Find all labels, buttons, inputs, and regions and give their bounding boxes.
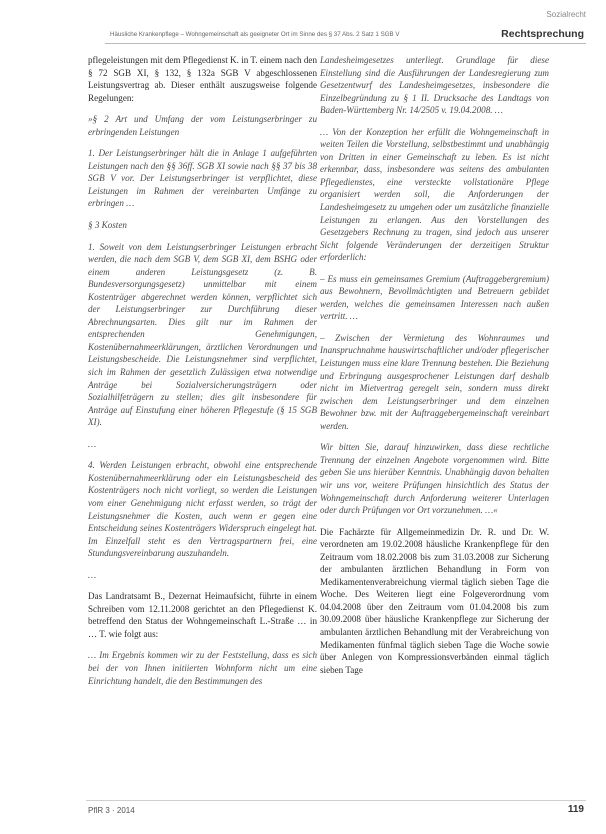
paragraph: Das Landratsamt B., Dezernat Heimaufsicht, führte in einem Schreiben vom 12.11.2008 gerichtet an den Pflegedienst K. betreffend den Status der Wohngemeinschaft L.-Straße … in … T. wie folgt aus: xyxy=(88,591,317,639)
header-divider xyxy=(105,43,586,44)
paragraph: Landesheimgesetzes unterliegt. Grundlage für diese Einstellung sind die Ausführungen der Landesregierung zum Gesetzentwurf des Landesheimgesetzes, insbesondere die Einzelbegründung zu § 1 II. Drucksache des Landtags von Baden-Württemberg Nr. 14/2505 v. 19.04.2008. … xyxy=(320,55,549,116)
paragraph: … Von der Konzeption her erfüllt die Wohngemeinschaft in weiten Teilen die Vorstellung, selbstbestimmt und unabhängig von Dritten in einer Gemeinschaft zu leben. Es ist nicht erkennbar, dass, insbesondere was seitens des ambulanten Pflegedienstes, eine versteckte vollstationäre Pflege organisiert werden soll, die Anforderungen der Landesheimgesetz zu umgehen oder um zusätzliche finanzielle Leistungen zu erlangen. Aus den Vorstellungen des Gesetzgebers Rechnung zu tragen, sind jedoch aus unserer Sicht folgende Veränderungen der derzeitigen Struktur erforderlich: xyxy=(320,126,549,263)
page-number: 119 xyxy=(567,804,584,815)
paragraph: – Es muss ein gemeinsames Gremium (Auftraggebergremium) aus Bewohnern, Bevollmächtigten und Betreuern gebildet werden, welches die gemeinsamen Interessen nach außen vertritt. … xyxy=(320,273,549,322)
paragraph: »§ 2 Art und Umfang der vom Leistungserbringer zu erbringenden Leistungen xyxy=(88,114,317,137)
journal-issue: PflR 3 · 2014 xyxy=(88,806,135,815)
left-column xyxy=(88,54,317,696)
right-column xyxy=(320,54,549,685)
footer-divider xyxy=(86,800,586,801)
paragraph: § 3 Kosten xyxy=(88,220,127,231)
paragraph: – Zwischen der Vermietung des Wohnraumes und Inanspruchnahme hauswirtschaftlicher und/oder pflegerischer Leistungen muss eine klare Trennung bestehen. Die Beziehung und Erbringung ausgesprochener Leistungen darf deshalb nicht im Mietvertrag geregelt sein, sondern muss direkt zwischen dem Leistungserbringer und dem einzelnen Bewohner bzw. mit der Auftraggebergemeinschaft vereinbart werden. xyxy=(320,332,549,431)
running-title: Häusliche Krankenpflege – Wohngemeinschaft als geeigneter Ort im Sinne des § 37 Abs. 2 Satz 1 SGB V xyxy=(110,31,400,38)
paragraph: 1. Soweit von dem Leistungserbringer Leistungen erbracht werden, die nach dem SGB V, dem SGB XI, dem BSHG oder einem anderen Leistungsgesetz (z. B. Bundesversorgungsgesetz) unmittelbar mit einem Kostenträger abgerechnet werden können, verpflichtet sich der Leistungserbringer zur Durchführung dieser Abrechnungsarten. Dies gilt nur im Rahmen der entsprechenden Genehmigungen, Kostenübernahmeerklärungen, ärztlichen Verordnungen und Leistungsbescheide. Die Leistungsnehmer sind verpflichtet, sich im Rahmen der gesetzlich Zulässigen etwa notwendige Anträge bei Sozialversicherungsträgern oder Sozialhilfeträgern zu stellen; dies gilt insbesondere für Anträge auf Einstufung einer höheren Pflegestufe (§ 15 SGB XI). xyxy=(88,241,317,428)
paragraph: pflegeleistungen mit dem Pflegedienst K. in T. einem nach den § 72 SGB XI, § 132, § 132a SGB V abgeschlossenen Leistungsvertrag ab. Dieser enthält auszugsweise folgende Regelungen: xyxy=(88,55,317,103)
section-label: Sozialrecht xyxy=(546,10,586,19)
paragraph: … Im Ergebnis kommen wir zu der Feststellung, dass es sich bei der von Ihnen initiierten Wohnform nicht um eine Einrichtung handelt, die den Bestimmungen des xyxy=(88,650,317,686)
paragraph: … xyxy=(88,438,97,449)
paragraph: 4. Werden Leistungen erbracht, obwohl eine entsprechende Kostenübernahmeerklärung oder ein Leistungsbescheid des Kostenträgers noch nicht vorliegt, so werden die Leistungen vom einer Genehmigung nicht erfasst werden, so trägt der Leistungsnehmer die Kosten, auch wenn er gegen eine Entscheidung seines Kostenträgers Widerspruch eingelegt hat. Im Einzelfall steht es den Vertragspartnern frei, eine Stundungsvereinbarung auszuhandeln. xyxy=(88,460,317,559)
paragraph: 1. Der Leistungserbringer hält die in Anlage 1 aufgeführten Leistungen nach den §§ 36ff. SGB XI sowie nach §§ 37 bis 38 SGB V vor. Der Leistungserbringer ist verpflichtet, diese Leistungen im Rahmen der vereinbarten Umfänge zu erbringen … xyxy=(88,148,317,209)
section-brand: Rechtsprechung xyxy=(501,28,584,40)
paragraph: Wir bitten Sie, darauf hinzuwirken, dass diese rechtliche Trennung der einzelnen Angebote vorgenommen wird. Bitte geben Sie uns hierüber Kenntnis. Unabhängig davon behalten wir uns vor, weitere Prüfungen hinsichtlich des Status der Wohngemeinschaft durch Anforderung weiterer Unterlagen oder durch Prüfungen vor Ort vorzunehmen. …« xyxy=(320,442,549,516)
paragraph: Die Fachärzte für Allgemeinmedizin Dr. R. und Dr. W. verordneten am 19.02.2008 häusliche Krankenpflege für den Zeitraum vom 18.02.2008 bis zum 31.03.2008 zur Sicherung der ambulanten ärztlichen Behandlung in Form von Medikamentenverabreichung viermal täglich sieben Tage die Woche. Des Weiteren liegt eine Folgeverordnung vom 04.04.2008 über den Zeitraum vom 01.04.2008 bis zum 30.09.2008 über häusliche Krankenpflege zur Sicherung der ambulanten ärztlichen Behandlung mit der Verabreichung von Medikamenten fünfmal täglich sieben Tage die Woche sowie über Anlegen von Kompressionsverbänden einmal täglich sieben Tage xyxy=(320,526,549,675)
paragraph: … xyxy=(88,569,97,580)
